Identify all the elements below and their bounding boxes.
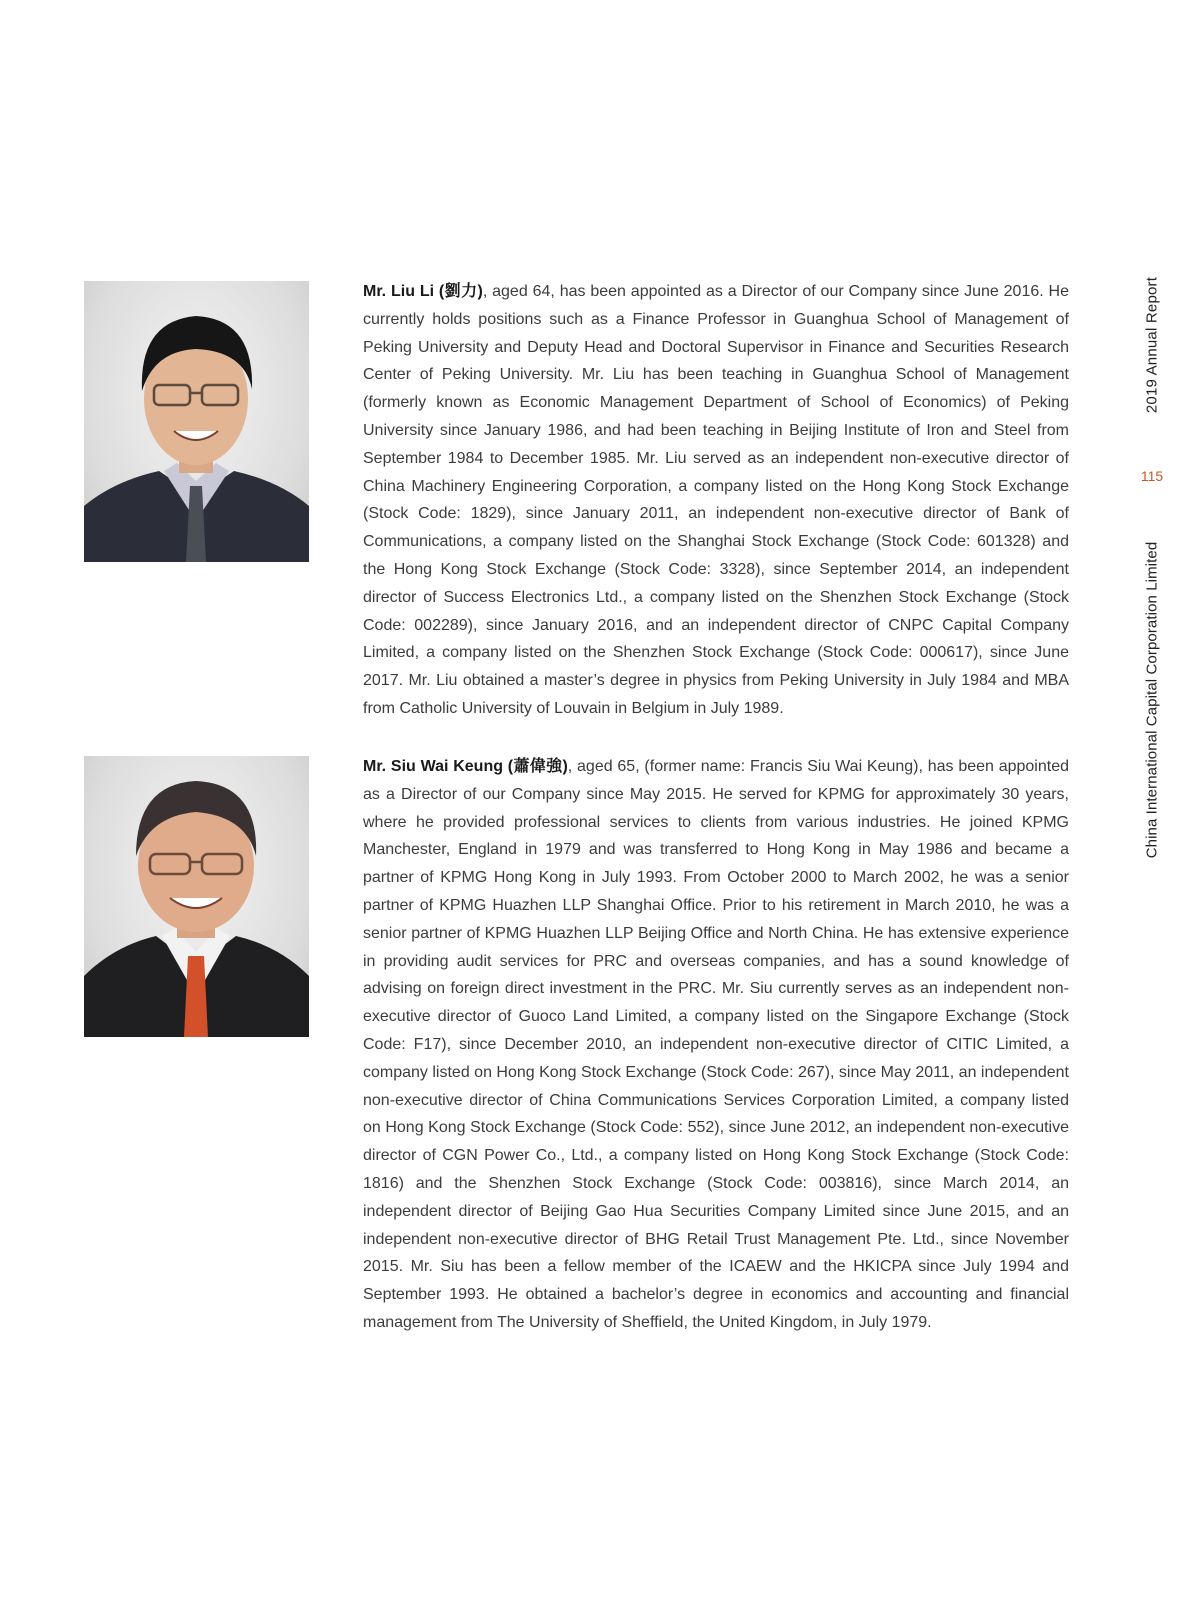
director-name-liu-li: Mr. Liu Li (劉力) <box>363 283 483 300</box>
director-bio-liu-li <box>363 278 1069 723</box>
director-bio-text-siu-wai-keung: , aged 65, (former name: Francis Siu Wai Keung), has been appointed as a Director of our Company since May 2015. He served for KPMG for approximately 30 years, where he provided professional services to clients from various industries. He joined KPMG Manchester, England in 1979 and was transferred to Hong Kong in May 1986 and became a partner of KPMG Hong Kong in July 1993. From October 2000 to March 2002, he was a senior partner of KPMG Huazhen LLP Shanghai Office. Prior to his retirement in March 2010, he was a senior partner of KPMG Huazhen LLP Beijing Office and North China. He has extensive experience in providing audit services for PRC and overseas companies, and has a sound knowledge of advising on foreign direct investment in the PRC. Mr. Siu currently serves as an independent non-executive director of Guoco Land Limited, a company listed on the Singapore Exchange (Stock Code: F17), since December 2010, an independent non-executive director of CITIC Limited, a company listed on Hong Kong Stock Exchange (Stock Code: 267), since May 2011, an independent non-executive director of China Communications Services Corporation Limited, a company listed on Hong Kong Stock Exchange (Stock Code: 552), since June 2012, an independent non-executive director of CGN Power Co., Ltd., a company listed on Hong Kong Stock Exchange (Stock Code: 1816) and the Shenzhen Stock Exchange (Stock Code: 003816), since March 2014, an independent director of Beijing Gao Hua Securities Company Limited since June 2015, and an independent non-executive director of BHG Retail Trust Management Pte. Ltd., since November 2015. Mr. Siu has been a fellow member of the ICAEW and the HKICPA since July 1994 and September 1993. He obtained a bachelor’s degree in economics and accounting and financial management from The University of Sheffield, the United Kingdom, in July 1979. <box>363 758 1069 1331</box>
report-title: 2019 Annual Report <box>1143 276 1161 414</box>
director-name-siu-wai-keung: Mr. Siu Wai Keung (蕭偉強) <box>363 758 568 775</box>
director-bio-text-liu-li: , aged 64, has been appointed as a Director of our Company since June 2016. He currently holds positions such as a Finance Professor in Guanghua School of Management of Peking University and Deputy Head and Doctoral Supervisor in Finance and Securities Research Center of Peking University. Mr. Liu has been teaching in Guanghua School of Management (formerly known as Economic Management Department of School of Economics) of Peking University since January 1986, and had been teaching in Beijing Institute of Iron and Steel from September 1984 to December 1985. Mr. Liu served as an independent non-executive director of China Machinery Engineering Corporation, a company listed on the Hong Kong Stock Exchange (Stock Code: 1829), since January 2011, an independent non-executive director of Bank of Communications, a company listed on the Shanghai Stock Exchange (Stock Code: 601328) and the Hong Kong Stock Exchange (Stock Code: 3328), since September 2014, an independent director of Success Electronics Ltd., a company listed on the Shenzhen Stock Exchange (Stock Code: 002289), since January 2016, and an independent director of CNPC Capital Company Limited, a company listed on the Shenzhen Stock Exchange (Stock Code: 000617), since June 2017. Mr. Liu obtained a master’s degree in physics from Peking University in July 1984 and MBA from Catholic University of Louvain in Belgium in July 1989. <box>363 283 1069 717</box>
director-photo-liu-li <box>84 281 309 562</box>
portrait-illustration <box>84 281 309 562</box>
side-running-header <box>1110 0 1190 1615</box>
page-number: 115 <box>1140 468 1164 484</box>
portrait-illustration <box>84 756 309 1037</box>
director-bio-siu-wai-keung <box>363 753 1069 1337</box>
company-name: China International Capital Corporation Limited <box>1143 541 1161 859</box>
director-photo-siu-wai-keung <box>84 756 309 1037</box>
